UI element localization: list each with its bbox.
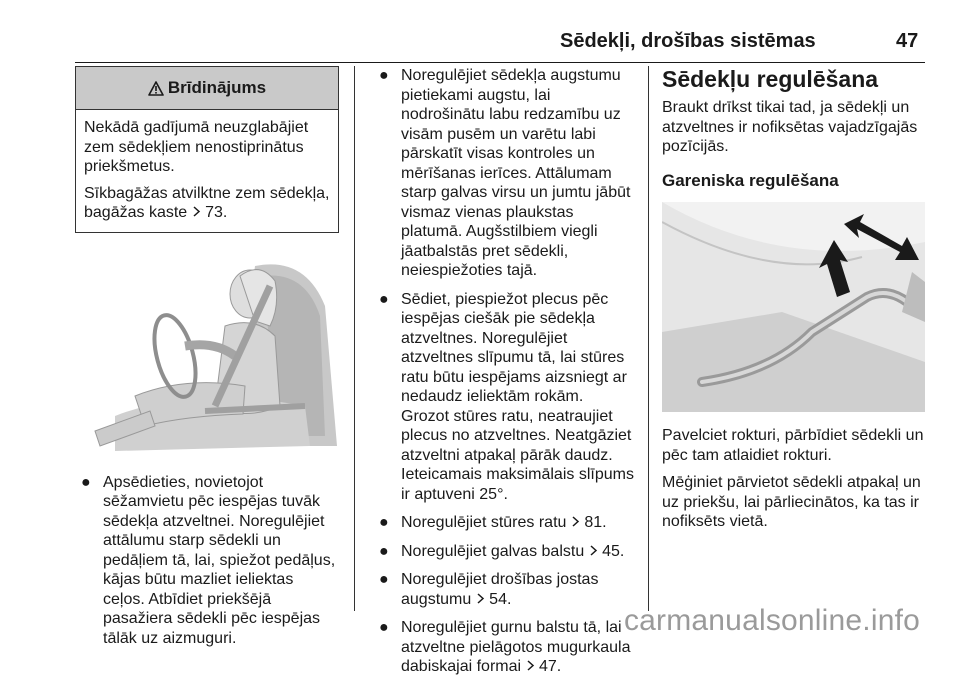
section-intro: Braukt drīkst tikai tad, ja sēdekļi un atzveltnes ir nofiksētas vajadzīgajās pozīcijās. [662, 99, 918, 155]
warning-title: Brīdinājums [167, 78, 267, 98]
list-item: ● Apsēdieties, novietojot sēžamvietu pēc iespējas tuvāk sēdekļa atzveltnei. Noregulējiet attālumu starp sēdekli un pedāļiem tā, lai, spiežot pedāļus, kājas būtu mazliet ieliektas ceļos. Atbīdiet priekšējā pasažiera sēdekli pēc iespējas tālāk uz aizmuguri. [81, 473, 336, 647]
warning-box [75, 66, 339, 233]
seat-longitudinal-adjustment-illustration [662, 202, 925, 412]
list-item: ● Noregulējiet stūres ratu 81. [379, 514, 607, 531]
column-1 [75, 66, 339, 657]
list-item: ● Noregulējiet sēdekļa augstumu pietiekami augstu, lai nodrošinātu labu redzamību uz visām pusēm un varētu labi pārskatīt visas kontroles un mērīšanas ierīces. Attālumam starp galvas virsu un jumtu jābūt vismaz vienas plaukstas platumā. Augšstilbiem viegli jāatbalstās pret sēdekli, neiespiežoties tajā. [379, 67, 631, 279]
page-ref-arrow-icon [476, 590, 485, 610]
watermark: carmanualsonline.info [623, 604, 920, 637]
column-1-bullets [75, 473, 339, 649]
column-2 [373, 66, 635, 686]
section-paragraph: Mēģiniet pārvietot sēdekli atpakaļ un uz priekšu, lai pārliecinātos, ka tas ir nofiksēts vietā. [662, 474, 921, 530]
list-item: ● Sēdiet, piespiežot plecus pēc iespējas ciešāk pie sēdekļa atzveltnes. Noregulējiet atzveltnes slīpumu tā, lai stūres ratu būtu iespējams aizsniegt ar nedaudz ieliektām rokām. Grozot stūres ratu, neatraujiet plecus no atzveltnes. Neatgāziet atzveltni atpakaļ pārāk daudz. Ieteicamais maksimālais slīpums ir aptuveni 25°. [379, 290, 634, 503]
driver-seating-position-illustration [75, 246, 339, 458]
subsection-title: Gareniska regulēšana [662, 170, 839, 190]
warning-paragraph: Sīkbagāžas atvilktne zem sēdekļa, bagāžas kaste 73. [84, 184, 330, 221]
warning-body [76, 110, 338, 232]
page-ref-arrow-icon [571, 513, 580, 533]
page-ref-arrow-icon [526, 657, 535, 677]
page-reference-link[interactable]: 45. [602, 542, 625, 560]
list-item: ● Noregulējiet gurnu balstu tā, lai atzveltne pielāgotos mugurkaula dabiskajai formai 47. [379, 619, 631, 675]
column-divider-1 [354, 66, 355, 611]
page-number: 47 [896, 30, 919, 52]
page-ref-arrow-icon [192, 203, 201, 223]
list-item: ● Noregulējiet drošības jostas augstumu 54. [379, 571, 599, 608]
section-paragraph: Pavelciet rokturi, pārbīdiet sēdekli un pēc tam atlaidiet rokturi. [662, 427, 924, 464]
warning-paragraph: Nekādā gadījumā neuzglabājiet zem sēdekļiem nenostiprinātus priekšmetus. [84, 119, 309, 175]
page-reference-link[interactable]: 54. [489, 590, 512, 608]
page-reference-link[interactable]: 47. [538, 658, 562, 675]
section-title: Sēdekļu regulēšana [662, 66, 879, 92]
list-item: ● Noregulējiet galvas balstu 45. [379, 542, 625, 560]
page-ref-arrow-icon [589, 542, 598, 562]
column-divider-2 [648, 66, 649, 611]
page-reference-link[interactable]: 73. [205, 204, 228, 221]
warning-triangle-icon [148, 81, 164, 96]
header-divider [75, 62, 925, 63]
page-header-title: Sēdekļi, drošības sistēmas [560, 30, 816, 52]
page-reference-link[interactable]: 81. [584, 514, 607, 531]
warning-header [76, 67, 338, 110]
column-3 [662, 66, 925, 540]
